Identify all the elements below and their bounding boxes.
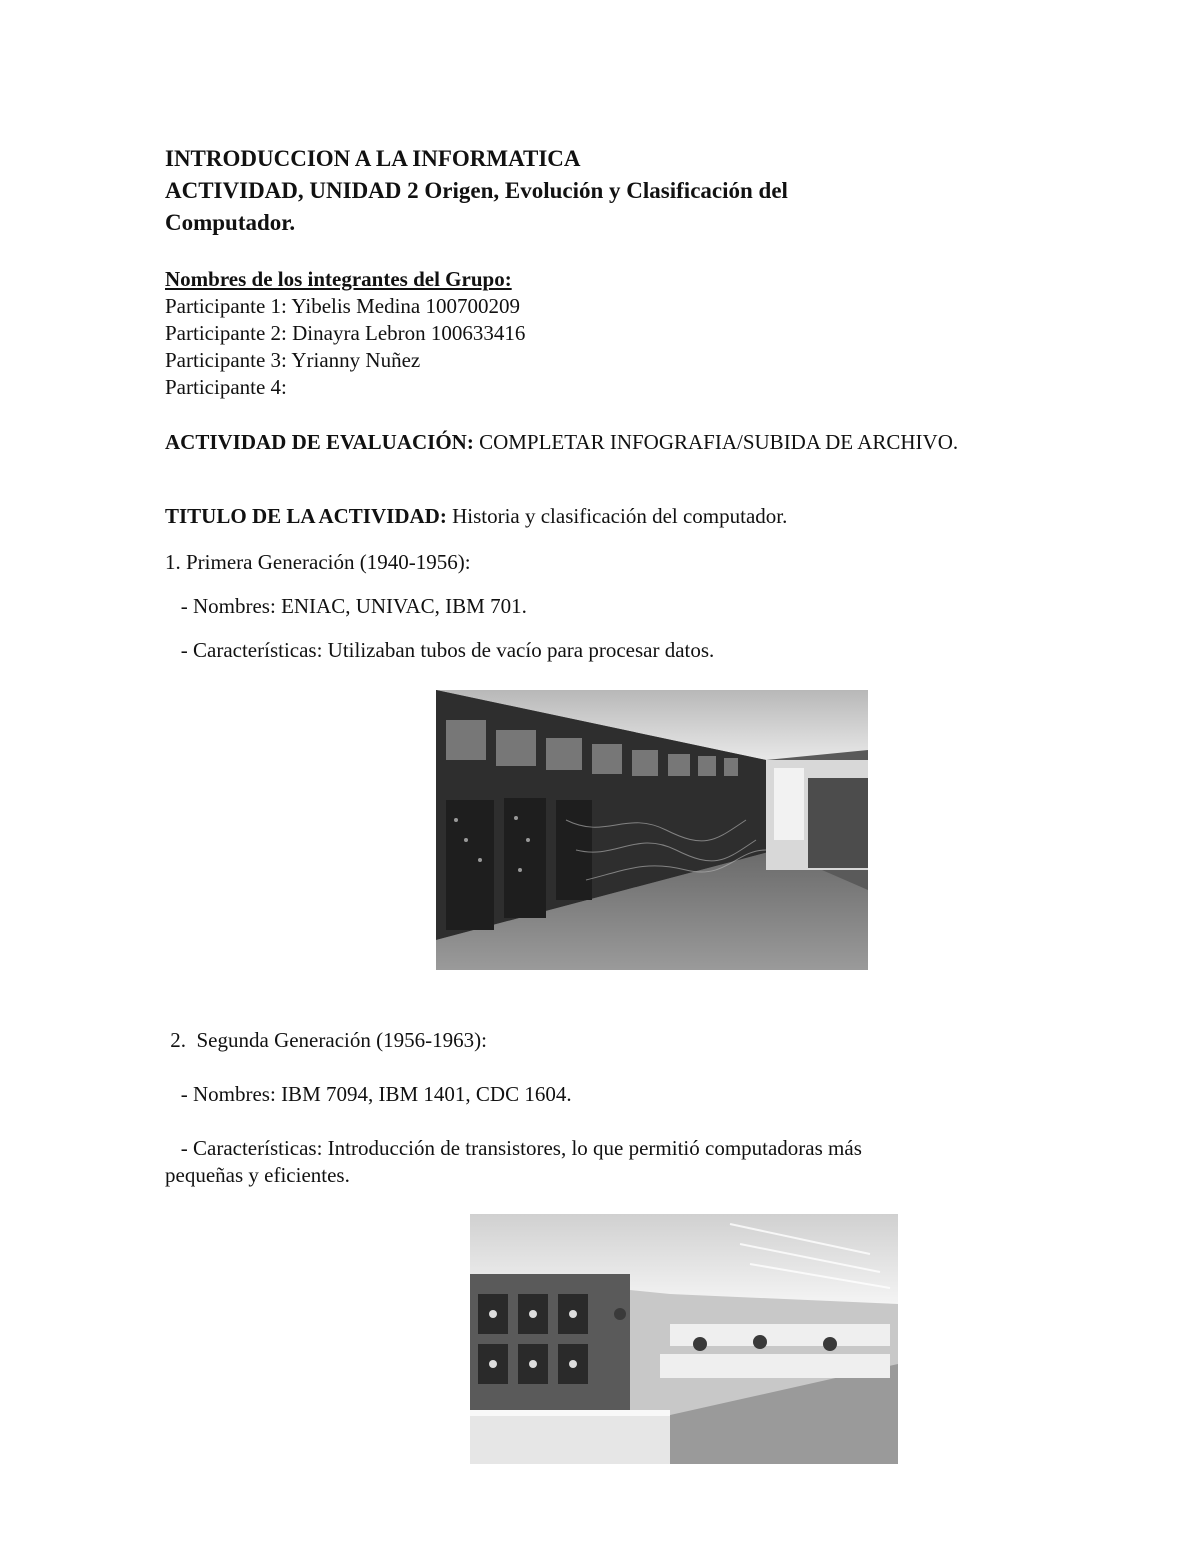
participant-3: Participante 3: Yrianny Nuñez: [165, 348, 421, 372]
participant-1: Participante 1: Yibelis Medina 100700209: [165, 294, 521, 318]
participant-4: Participante 4:: [165, 375, 287, 399]
activity-unit-title-cont: Computador.: [165, 210, 296, 235]
gen2-features-line2: pequeñas y eficientes.: [165, 1163, 350, 1187]
gen1-heading: 1. Primera Generación (1940-1956):: [165, 550, 471, 574]
evaluation-value: COMPLETAR INFOGRAFIA/SUBIDA DE ARCHIVO.: [473, 430, 959, 454]
evaluation-activity: [165, 428, 1032, 456]
participant-2: Participante 2: Dinayra Lebron 100633416: [165, 321, 526, 345]
activity-title: [165, 503, 787, 530]
activity-title-label: TITULO DE LA ACTIVIDAD:: [165, 504, 447, 528]
gen2-names: - Nombres: IBM 7094, IBM 1401, CDC 1604.: [165, 1082, 572, 1106]
ibm-room-photo: [470, 1214, 898, 1464]
gen1-features: - Características: Utilizaban tubos de vacío para procesar datos.: [165, 638, 715, 662]
gen1-names: - Nombres: ENIAC, UNIVAC, IBM 701.: [165, 594, 527, 618]
group-heading: Nombres de los integrantes del Grupo:: [165, 267, 512, 291]
activity-title-value: Historia y clasificación del computador.: [446, 504, 788, 528]
activity-unit-title: ACTIVIDAD, UNIDAD 2 Origen, Evolución y Clasificación del: [165, 178, 788, 203]
eniac-photo: [436, 690, 868, 970]
evaluation-label: ACTIVIDAD DE EVALUACIÓN:: [165, 430, 474, 454]
gen2-heading: 2. Segunda Generación (1956-1963):: [165, 1028, 487, 1052]
course-title: INTRODUCCION A LA INFORMATICA: [165, 146, 581, 171]
gen2-features-line1: - Características: Introducción de transistores, lo que permitió computadoras más: [165, 1136, 862, 1160]
